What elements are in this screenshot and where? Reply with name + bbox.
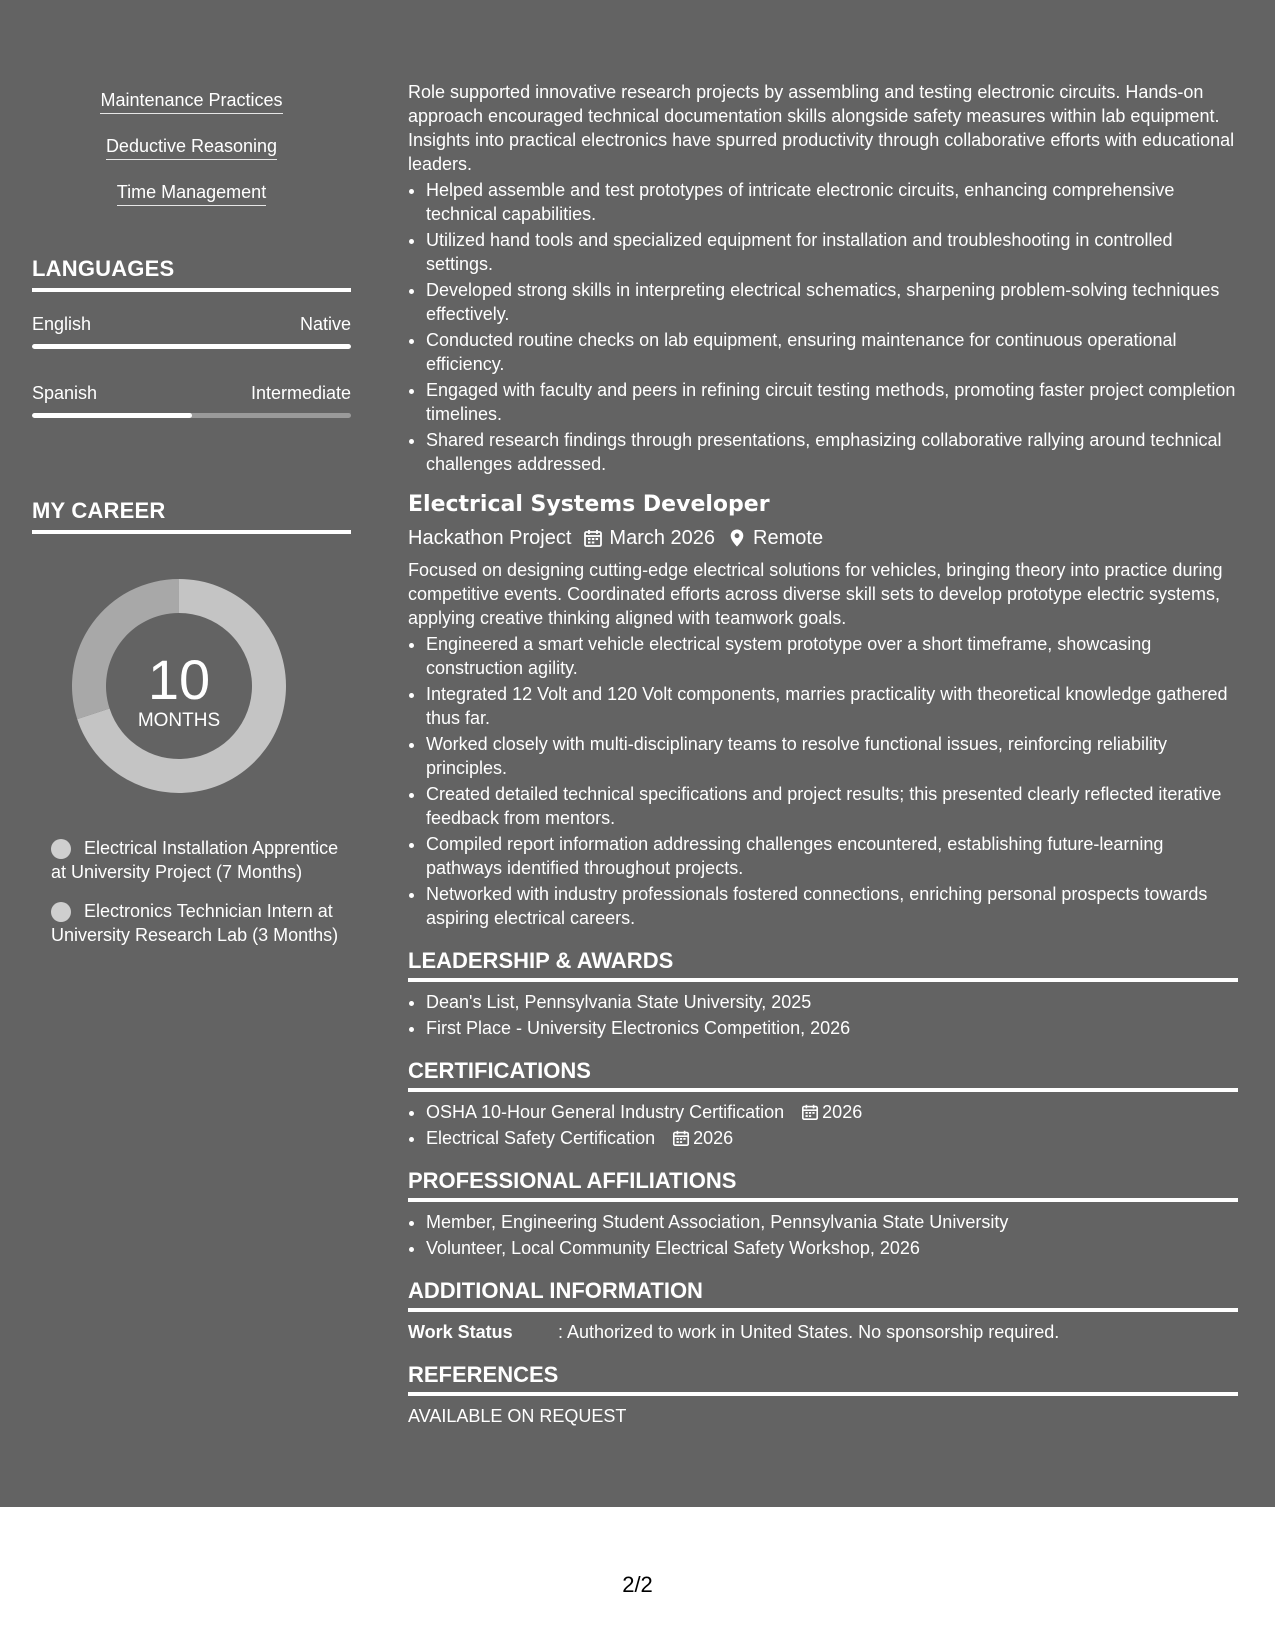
language-proficiency-fill [32, 413, 192, 418]
work-status-row [408, 1320, 1238, 1344]
bullet-item: • Created detailed technical specifications and project results; this presented clearly reflected iterative feedback from mentors. [426, 782, 1238, 830]
certification-item [426, 1126, 1238, 1150]
language-proficiency-fill [32, 344, 351, 349]
job-bullets [408, 632, 1238, 930]
main-column [408, 80, 1238, 1428]
location-pin-icon [727, 528, 747, 548]
language-level: Native [299, 314, 351, 334]
affiliation-item: • Volunteer, Local Community Electrical Safety Workshop, 2026 [426, 1236, 1238, 1260]
affiliations-list [408, 1210, 1238, 1260]
bullet-item: • Compiled report information addressing challenges encountered, establishing future-learning pathways identified throughout projects. [426, 832, 1238, 880]
work-status-label: Work Status [408, 1322, 513, 1342]
career-heading: MY CAREER [32, 496, 351, 534]
language-name: Spanish [32, 383, 98, 403]
bullet-item: • Worked closely with multi-disciplinary teams to resolve functional issues, reinforcing reliability principles. [426, 732, 1238, 780]
job-location: Remote [753, 527, 824, 549]
work-status-value: : Authorized to work in United States. No sponsorship required. [558, 1322, 1060, 1342]
career-list [51, 836, 341, 962]
calendar-icon [583, 528, 603, 548]
calendar-icon [672, 1129, 690, 1147]
bullet-item: • Engaged with faculty and peers in refining circuit testing methods, promoting faster project completion timelines. [426, 378, 1238, 426]
page-number: 2/2 [622, 1572, 653, 1597]
job-meta [408, 524, 1238, 552]
affiliations-heading: PROFESSIONAL AFFILIATIONS [408, 1166, 1238, 1202]
career-total-unit: MONTHS [137, 710, 221, 731]
career-item-text: Electronics Technician Intern at University Research Lab (3 Months) [51, 901, 339, 945]
career-item [51, 899, 341, 947]
calendar-icon [801, 1103, 819, 1121]
bullet-item: • Engineered a smart vehicle electrical system prototype over a short timeframe, showcasing construction agility. [426, 632, 1238, 680]
job-company: Hackathon Project [408, 527, 572, 549]
career-total-number: 10 [147, 648, 211, 711]
references-heading: REFERENCES [408, 1360, 1238, 1396]
leadership-item: • Dean's List, Pennsylvania State University, 2025 [426, 990, 1238, 1014]
references-text: AVAILABLE ON REQUEST [408, 1406, 627, 1426]
skill-item: Maintenance Practices [100, 88, 282, 114]
bullet-item: • Networked with industry professionals fostered connections, enriching personal prospects towards aspiring electrical careers. [426, 882, 1238, 930]
language-name: English [32, 314, 92, 334]
certification-year: 2026 [693, 1128, 734, 1148]
additional-info-heading: ADDITIONAL INFORMATION [408, 1276, 1238, 1312]
certification-year: 2026 [822, 1102, 863, 1122]
experience-summary: Role supported innovative research projects by assembling and testing electronic circuits. Hands-on approach encouraged technical documentation skills alongside safety measures within lab equipment. Insights into practical electronics have spurred productivity through collaborative efforts with educational leaders. [408, 82, 1235, 174]
career-item-text: Electrical Installation Apprentice at University Project (7 Months) [51, 838, 339, 882]
career-dot-icon [51, 839, 71, 859]
skill-item: Deductive Reasoning [106, 134, 277, 160]
languages-heading: LANGUAGES [32, 254, 351, 292]
language-level: Intermediate [250, 383, 351, 403]
leadership-list [408, 990, 1238, 1040]
career-donut-chart [67, 574, 291, 798]
bullet-item: • Integrated 12 Volt and 120 Volt components, marries practicality with theoretical knowledge gathered thus far. [426, 682, 1238, 730]
bullet-item: • Shared research findings through presentations, emphasizing collaborative rallying around technical challenges addressed. [426, 428, 1238, 476]
bullet-item: • Developed strong skills in interpreting electrical schematics, sharpening problem-solving techniques effectively. [426, 278, 1238, 326]
certification-item [426, 1100, 1238, 1124]
language-proficiency-bar [32, 413, 351, 418]
skill-item: Time Management [117, 180, 266, 206]
bullet-item: • Helped assemble and test prototypes of intricate electronic circuits, enhancing comprehensive technical capabilities. [426, 178, 1238, 226]
language-proficiency-bar [32, 344, 351, 349]
job-summary: Focused on designing cutting-edge electrical solutions for vehicles, bringing theory into practice during competitive events. Coordinated efforts across diverse skill sets to develop prototype electric systems, applying creative thinking aligned with teamwork goals. [408, 560, 1223, 628]
job-date: March 2026 [609, 527, 716, 549]
leadership-heading: LEADERSHIP & AWARDS [408, 946, 1238, 982]
certifications-list [408, 1100, 1238, 1150]
bullet-item: • Conducted routine checks on lab equipment, ensuring maintenance for continuous operational efficiency. [426, 328, 1238, 376]
experience-bullets [408, 178, 1238, 476]
certification-name: Electrical Safety Certification [426, 1128, 656, 1148]
certification-name: OSHA 10-Hour General Industry Certification [426, 1102, 785, 1122]
skills-list [32, 88, 351, 226]
career-dot-icon [51, 902, 71, 922]
career-item [51, 836, 341, 884]
certifications-heading: CERTIFICATIONS [408, 1056, 1238, 1092]
affiliation-item: • Member, Engineering Student Association, Pennsylvania State University [426, 1210, 1238, 1234]
bullet-item: • Utilized hand tools and specialized equipment for installation and troubleshooting in controlled settings. [426, 228, 1238, 276]
leadership-item: • First Place - University Electronics Competition, 2026 [426, 1016, 1238, 1040]
job-title: Electrical Systems Developer [408, 492, 770, 517]
